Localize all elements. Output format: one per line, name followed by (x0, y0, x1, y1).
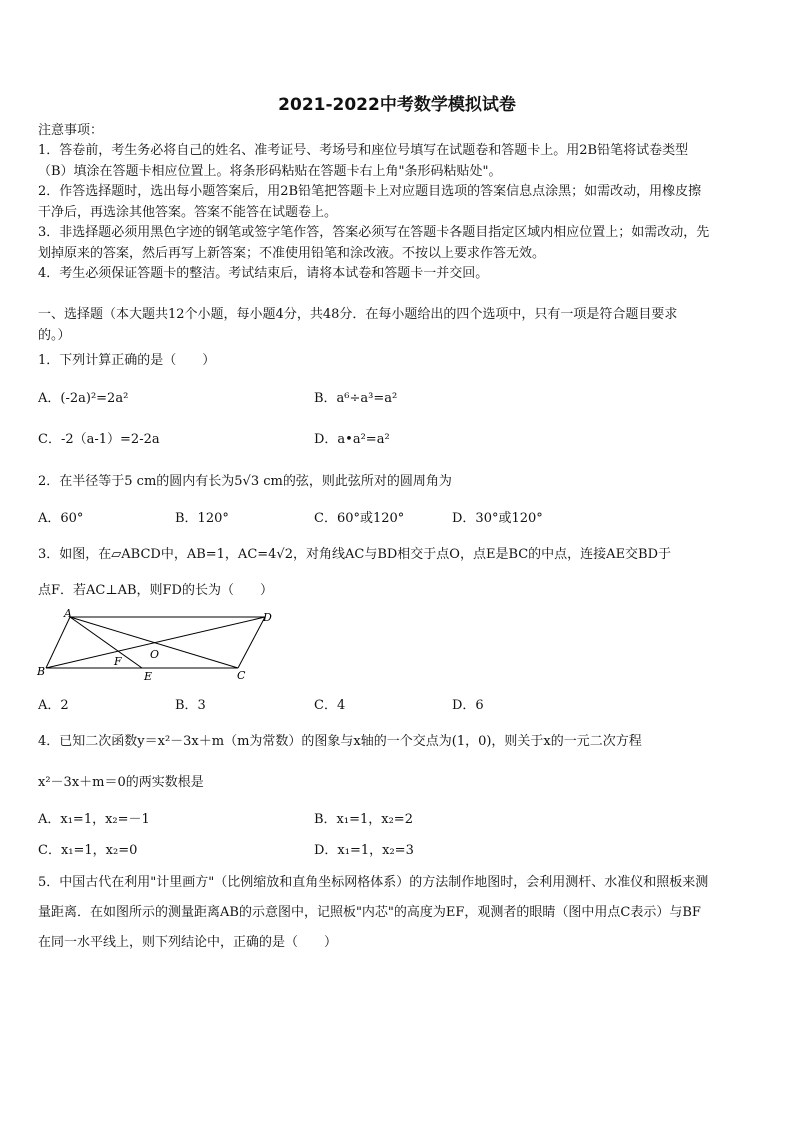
notice-heading: 注意事项： (38, 123, 104, 138)
q4-option-b: B．x₁=1，x₂=2 (314, 812, 413, 827)
q4-option-a: A．x₁=1，x₂=－1 (38, 812, 150, 827)
q3-stem-line-2: 点F．若AC⊥AB，则FD的长为（ ） (38, 583, 273, 598)
q4-option-c: C．x₁=1，x₂=0 (38, 843, 138, 858)
q1-option-d: D．a•a²=a² (314, 432, 390, 447)
q2-option-a: A．60° (38, 511, 84, 526)
notice-line-7: 4．考生必须保证答题卡的整洁。考试结束后，请将本试卷和答题卡一并交回。 (38, 266, 489, 281)
q3-option-c: C．4 (314, 698, 346, 713)
q4-stem-line-2: x²－3x＋m＝0的两实数根是 (38, 775, 204, 790)
q5-stem-line-3: 在同一水平线上，则下列结论中，正确的是（ ） (38, 935, 338, 950)
notice-line-3: 2．作答选择题时，选出每小题答案后，用2B铅笔把答题卡上对应题目选项的答案信息点涂黑；如需改动，用橡皮擦 (38, 184, 702, 199)
notice-line-6: 划掉原来的答案，然后再写上新答案；不准使用铅笔和涂改液。不按以上要求作答无效。 (38, 246, 546, 261)
q2-stem: 2．在半径等于5 cm的圆内有长为5√3 cm的弦，则此弦所对的圆周角为 (38, 474, 452, 489)
exam-title: 2021-2022中考数学模拟试卷 (278, 95, 516, 115)
notice-line-4: 干净后，再选涂其他答案。答案不能答在试题卷上。 (38, 205, 338, 220)
section-heading-line-1: 一、选择题（本大题共12个小题，每小题4分，共48分．在每小题给出的四个选项中，只有一项是符合题目要求 (38, 307, 678, 322)
edge-dc (238, 617, 265, 668)
q3-option-a: A．2 (38, 698, 69, 713)
notice-line-5: 3．非选择题必须用黑色字迹的钢笔或签字笔作答，答案必须写在答题卡各题目指定区域内相应位置上；如需改动，先 (38, 225, 710, 240)
label-o: O (150, 648, 160, 661)
q1-stem: 1．下列计算正确的是（ ） (38, 353, 216, 368)
q1-option-b: B．a⁶÷a³=a² (314, 391, 398, 406)
q3-option-d: D．6 (452, 698, 484, 713)
section-heading-line-2: 的。） (38, 328, 71, 343)
parallelogram-figure (36, 608, 286, 688)
q2-option-c: C．60°或120° (314, 511, 405, 526)
q5-stem-line-2: 量距离．在如图所示的测量距离AB的示意图中，记照板"内芯"的高度为EF，观测者的眼睛（图中用点C表示）与BF (38, 905, 701, 920)
q4-stem-line-1: 4．已知二次函数y＝x²－3x＋m（m为常数）的图象与x轴的一个交点为(1，0)，则关于x的一元二次方程 (38, 734, 642, 749)
notice-line-1: 1．答卷前，考生务必将自己的姓名、准考证号、考场号和座位号填写在试题卷和答题卡上。用2B铅笔将试卷类型 (38, 143, 689, 158)
q3-option-b: B．3 (175, 698, 206, 713)
q5-stem-line-1: 5．中国古代在利用"计里画方"（比例缩放和直角坐标网格体系）的方法制作地图时，会利用测杆、水准仪和照板来测 (38, 875, 709, 890)
label-d: D (263, 611, 272, 624)
q3-stem-line-1: 3．如图，在▱ABCD中，AB=1，AC=4√2，对角线AC与BD相交于点O，点E是BC的中点，连接AE交BD于 (38, 547, 672, 562)
notice-line-2: （B）填涂在答题卡相应位置上。将条形码粘贴在答题卡右上角"条形码粘贴处"。 (38, 164, 502, 179)
label-b: B (37, 665, 46, 678)
label-a: A (64, 608, 72, 620)
q1-option-c: C．-2（a-1）=2-2a (38, 432, 160, 447)
label-c: C (237, 669, 246, 682)
edge-ba (46, 617, 70, 668)
label-e: E (144, 670, 153, 683)
q2-option-b: B．120° (175, 511, 229, 526)
label-f: F (114, 655, 122, 668)
q4-option-d: D．x₁=1，x₂=3 (314, 843, 414, 858)
q2-option-d: D．30°或120° (452, 511, 543, 526)
q1-option-a: A．(-2a)²=2a² (38, 391, 129, 406)
